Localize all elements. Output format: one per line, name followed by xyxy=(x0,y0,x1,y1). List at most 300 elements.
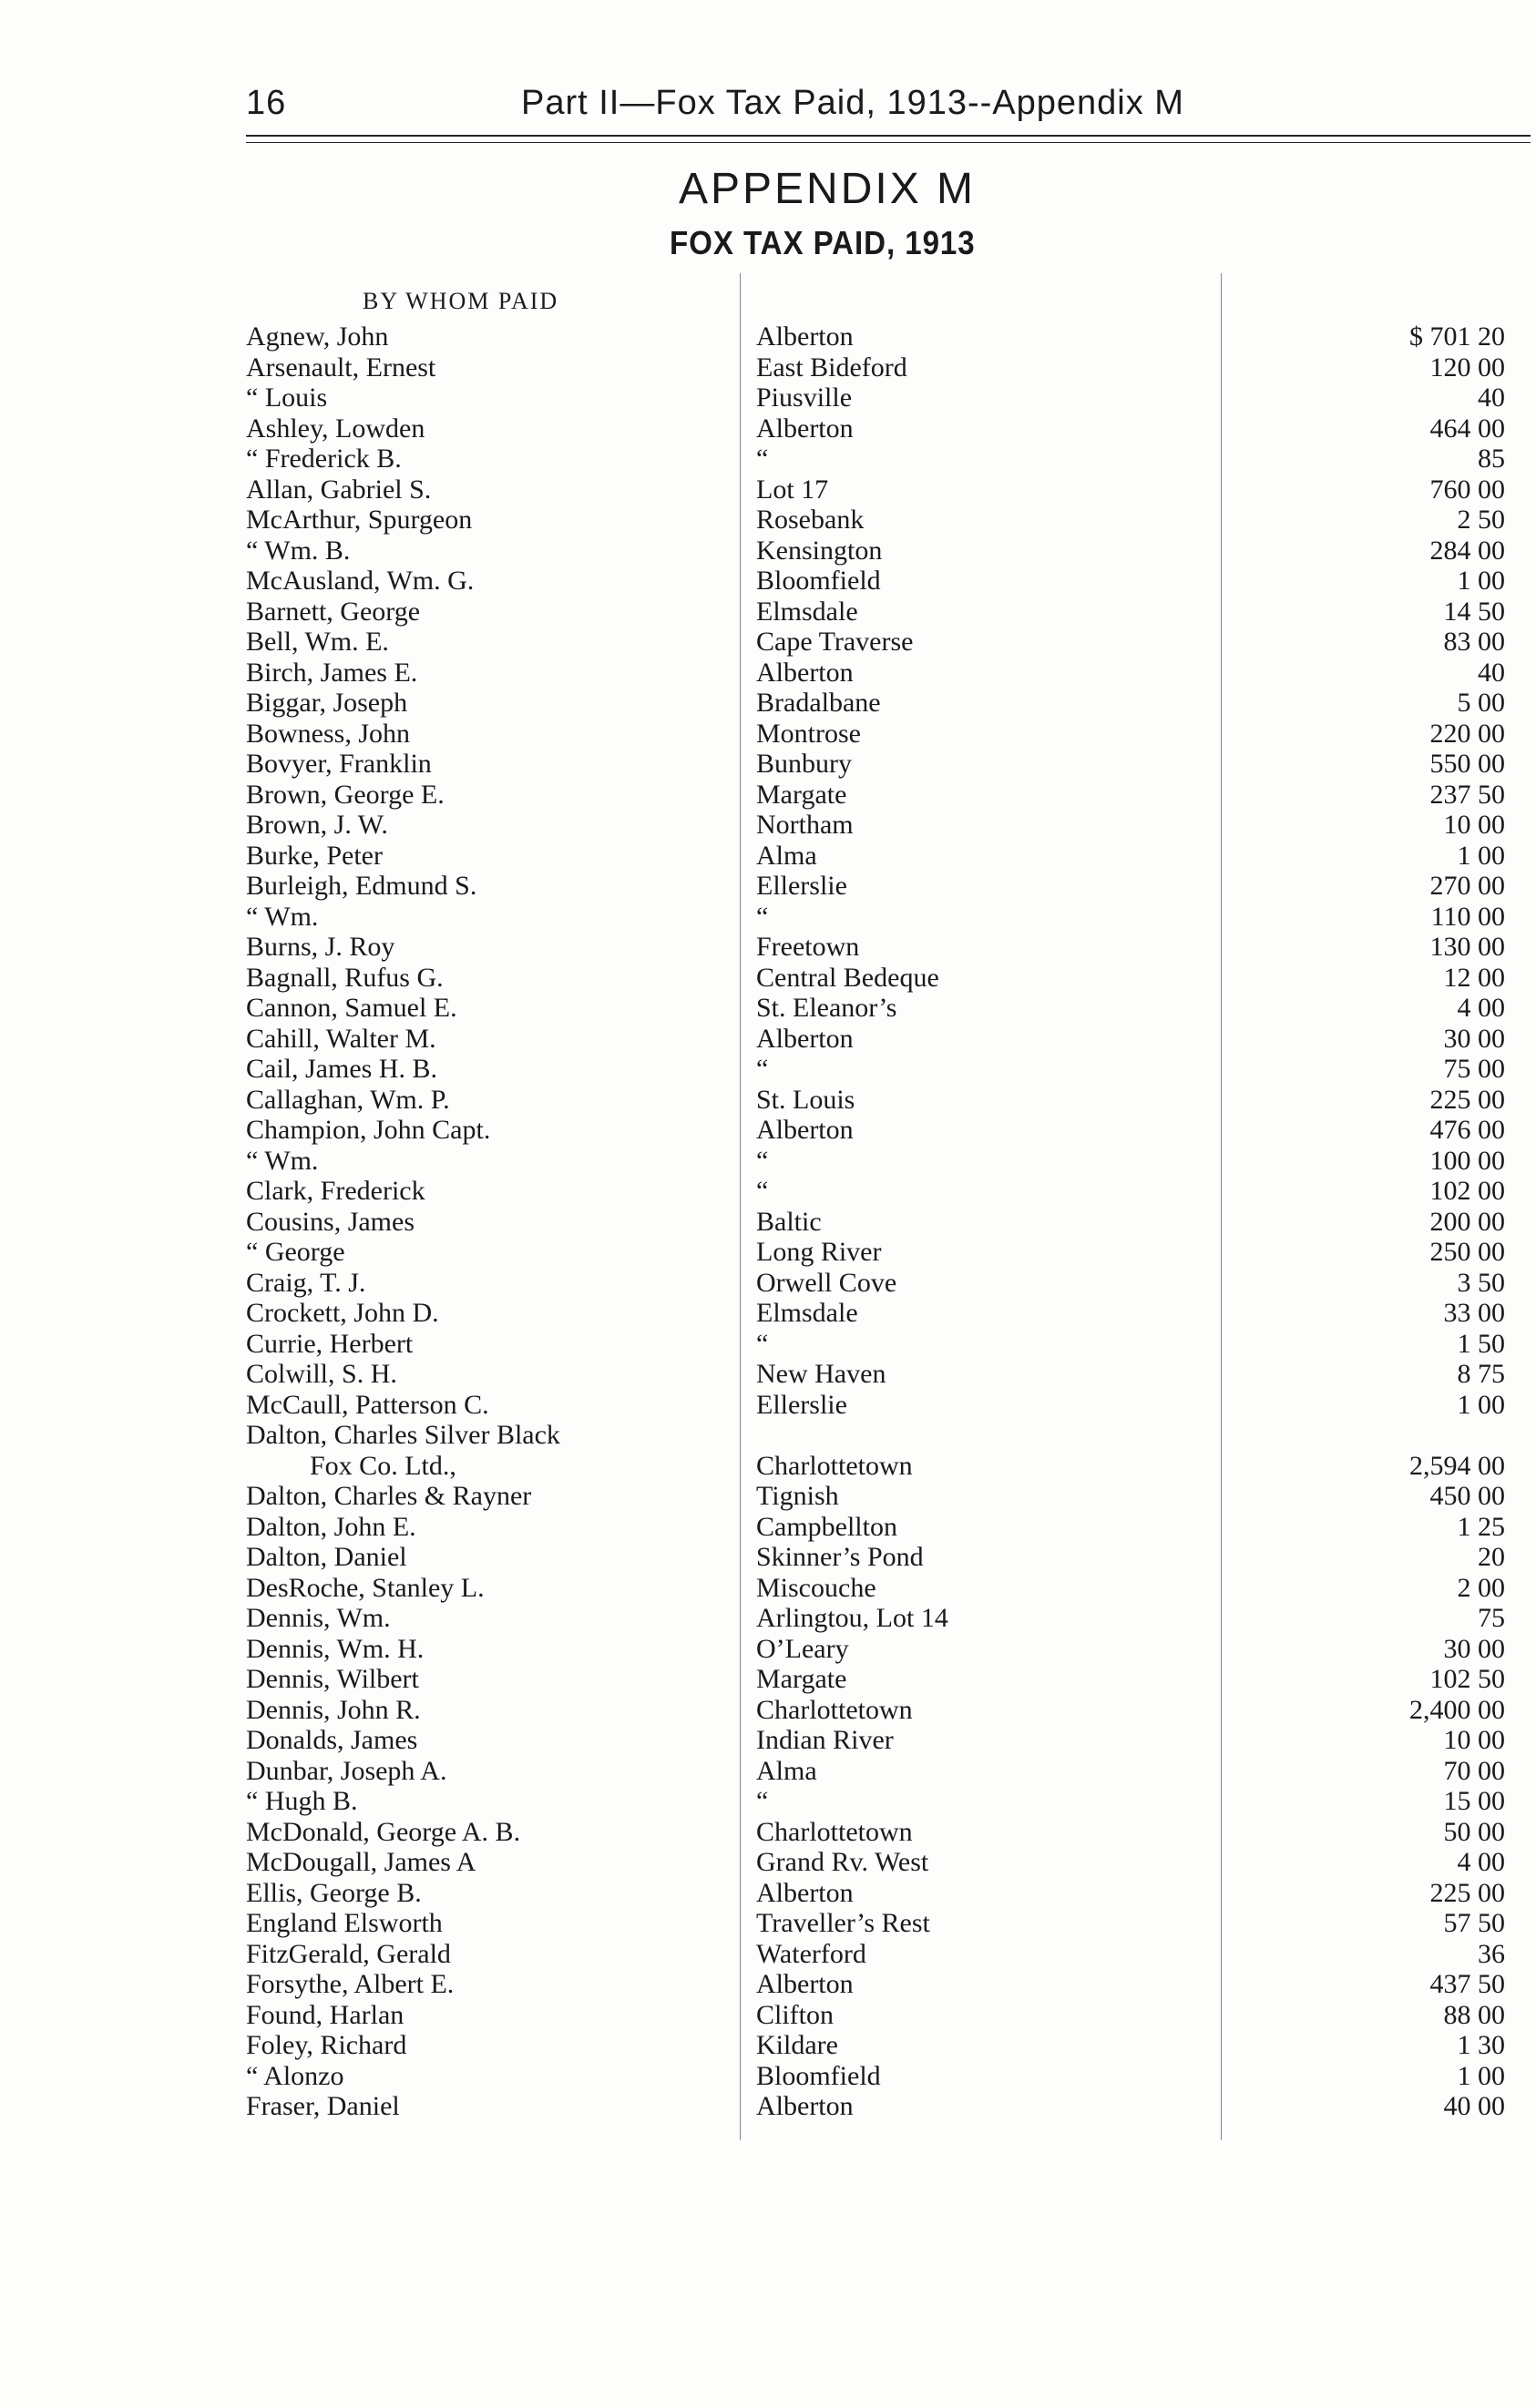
payer-name-text: Currie, Herbert xyxy=(246,1328,414,1359)
payer-location: Charlottetown xyxy=(756,1694,913,1725)
payer-name xyxy=(246,719,720,750)
payer-name-text: Brown, J. W. xyxy=(246,810,388,840)
payer-name-text: Bovyer, Franklin xyxy=(246,749,432,779)
payer-location: Miscouche xyxy=(756,1572,876,1603)
tax-amount: 57 50 xyxy=(1443,1908,1505,1938)
list-item xyxy=(0,1939,1536,1970)
payer-location: Elmsdale xyxy=(756,1298,858,1328)
list-item xyxy=(0,505,1536,536)
payer-name-continuation: Fox Co. Ltd., xyxy=(310,1450,456,1481)
payer-name-text: England Elsworth xyxy=(246,1908,443,1938)
payer-name-text: “ Hugh B. xyxy=(246,1786,358,1816)
payer-name-text: Cousins, James xyxy=(246,1206,415,1237)
list-item xyxy=(0,1420,1536,1481)
payer-name-text: McDougall, James A xyxy=(246,1847,476,1877)
list-item xyxy=(0,1908,1536,1939)
payer-name xyxy=(246,871,720,902)
payer-name xyxy=(246,505,720,536)
payer-name-text: Birch, James E. xyxy=(246,657,418,688)
tax-amount: 12 00 xyxy=(1443,962,1505,993)
payer-name-text: “ Wm. xyxy=(246,901,319,932)
payer-name-text: McCaull, Patterson C. xyxy=(246,1389,489,1420)
payer-name xyxy=(246,1420,701,1481)
tax-amount: 75 00 xyxy=(1443,1054,1505,1084)
list-item xyxy=(0,597,1536,628)
payer-name xyxy=(246,627,720,658)
payer-name-text: Donalds, James xyxy=(246,1725,418,1755)
tax-amount: 760 00 xyxy=(1429,474,1505,505)
payer-name xyxy=(246,1603,720,1634)
payer-name-text: “ Wm. xyxy=(246,1145,319,1176)
tax-amount: 270 00 xyxy=(1429,871,1505,901)
payer-name xyxy=(246,1237,720,1268)
list-item xyxy=(0,1725,1536,1756)
tax-amount: 33 00 xyxy=(1443,1298,1505,1328)
payer-location: “ xyxy=(756,444,769,474)
payer-location: Alberton xyxy=(756,1023,854,1054)
payer-name-text: Fraser, Daniel xyxy=(246,2091,400,2121)
list-item xyxy=(0,2000,1536,2031)
tax-amount: 284 00 xyxy=(1429,535,1505,566)
payer-location: Long River xyxy=(756,1237,882,1267)
list-item xyxy=(0,1695,1536,1726)
payer-location: Ellerslie xyxy=(756,1389,847,1420)
list-item xyxy=(0,871,1536,902)
tax-amount: 83 00 xyxy=(1443,627,1505,657)
tax-amount: 30 00 xyxy=(1443,1633,1505,1664)
payer-location: Piusville xyxy=(756,383,853,413)
payer-name-text: McAusland, Wm. G. xyxy=(246,566,475,596)
payer-name-text: Dunbar, Joseph A. xyxy=(246,1755,447,1786)
payer-name-text: Crockett, John D. xyxy=(246,1298,439,1328)
payer-name-text: “ Frederick B. xyxy=(246,444,402,474)
payer-location: Margate xyxy=(756,779,847,810)
payer-name xyxy=(246,1878,720,1909)
payer-name xyxy=(246,1024,720,1055)
payer-name xyxy=(246,1817,720,1848)
payer-name-text: Burke, Peter xyxy=(246,840,383,871)
list-item xyxy=(0,1176,1536,1207)
payer-location: Alberton xyxy=(756,1877,854,1908)
payer-name-text: Arsenault, Ernest xyxy=(246,352,436,383)
list-item xyxy=(0,1969,1536,2000)
payer-location: Cape Traverse xyxy=(756,627,914,657)
tax-amount: 464 00 xyxy=(1429,413,1505,444)
payer-name xyxy=(246,536,720,566)
list-item xyxy=(0,993,1536,1024)
payer-location: Clifton xyxy=(756,1999,835,2030)
list-item xyxy=(0,2091,1536,2122)
tax-amount: 476 00 xyxy=(1429,1115,1505,1145)
tax-amount: 102 50 xyxy=(1429,1664,1505,1694)
tax-amount: 100 00 xyxy=(1429,1145,1505,1176)
payer-location: Elmsdale xyxy=(756,596,858,627)
tax-amount: $ 701 20 xyxy=(1409,321,1505,352)
payer-name xyxy=(246,1298,720,1329)
tax-amount: 102 00 xyxy=(1429,1176,1505,1206)
tax-amount: 110 00 xyxy=(1430,901,1505,932)
payer-name xyxy=(246,2000,720,2031)
payer-location: Alberton xyxy=(756,321,854,352)
payer-name-text: Burleigh, Edmund S. xyxy=(246,871,477,901)
tax-amount: 85 xyxy=(1478,444,1505,474)
tax-amount: 5 00 xyxy=(1457,688,1505,718)
payer-location: Lot 17 xyxy=(756,474,829,505)
tax-amount: 40 00 xyxy=(1443,2091,1505,2121)
payer-name xyxy=(246,2030,720,2061)
page-title: FOX TAX PAID, 1913 xyxy=(670,224,976,261)
page-number: 16 xyxy=(246,84,287,122)
payer-location: Montrose xyxy=(756,718,861,749)
list-item xyxy=(0,932,1536,963)
list-item xyxy=(0,413,1536,444)
payer-name-text: Bowness, John xyxy=(246,718,411,749)
payer-location: Bloomfield xyxy=(756,2060,881,2091)
payer-location: Bloomfield xyxy=(756,566,881,596)
payer-name-text: Found, Harlan xyxy=(246,1999,404,2030)
list-item xyxy=(0,444,1536,474)
tax-amount: 40 xyxy=(1478,383,1505,413)
list-item xyxy=(0,841,1536,872)
payer-name-text: Bagnall, Rufus G. xyxy=(246,962,444,993)
payer-name xyxy=(246,413,720,444)
payer-name-text: Dennis, Wm. H. xyxy=(246,1633,425,1664)
list-item xyxy=(0,1756,1536,1787)
payer-name xyxy=(246,1481,720,1512)
payer-location: Charlottetown xyxy=(756,1816,913,1847)
payer-name xyxy=(246,1054,720,1085)
list-item xyxy=(0,1237,1536,1268)
list-item xyxy=(0,321,1536,352)
payer-name-text: McDonald, George A. B. xyxy=(246,1816,521,1847)
list-item xyxy=(0,749,1536,780)
payer-location: “ xyxy=(756,1328,769,1359)
tax-amount: 50 00 xyxy=(1443,1816,1505,1847)
payer-location: Northam xyxy=(756,810,854,840)
payer-location: Alberton xyxy=(756,1115,854,1145)
payer-location: Kensington xyxy=(756,535,883,566)
payer-name xyxy=(246,1207,720,1238)
tax-amount: 120 00 xyxy=(1429,352,1505,383)
payer-location: Central Bedeque xyxy=(756,962,939,993)
tax-amount: 1 00 xyxy=(1457,2060,1505,2091)
list-item xyxy=(0,1573,1536,1604)
payer-location: “ xyxy=(756,901,769,932)
payer-name xyxy=(246,1756,720,1787)
tax-amount: 1 00 xyxy=(1457,566,1505,596)
list-item xyxy=(0,1481,1536,1512)
tax-amount: 220 00 xyxy=(1429,718,1505,749)
tax-amount: 130 00 xyxy=(1429,932,1505,962)
payer-name xyxy=(246,1542,720,1573)
payer-name xyxy=(246,780,720,811)
tax-amount: 2,594 00 xyxy=(1409,1450,1505,1481)
tax-amount: 10 00 xyxy=(1443,1725,1505,1755)
list-item xyxy=(0,780,1536,811)
list-item xyxy=(0,474,1536,505)
payer-name xyxy=(246,1115,720,1146)
tax-amount: 2,400 00 xyxy=(1409,1694,1505,1725)
payer-location: Skinner’s Pond xyxy=(756,1542,924,1572)
payer-name xyxy=(246,1176,720,1207)
payer-location: “ xyxy=(756,1176,769,1206)
payer-name xyxy=(246,321,720,352)
payer-location: “ xyxy=(756,1786,769,1816)
tax-amount: 20 xyxy=(1478,1542,1505,1572)
payer-name-text: Agnew, John xyxy=(246,321,389,352)
list-item xyxy=(0,1634,1536,1665)
payer-name xyxy=(246,597,720,628)
payer-name-text: “ Louis xyxy=(246,383,328,413)
tax-amount: 4 00 xyxy=(1457,993,1505,1023)
list-item xyxy=(0,2030,1536,2061)
list-item xyxy=(0,1359,1536,1390)
list-item xyxy=(0,1298,1536,1329)
list-item xyxy=(0,1542,1536,1573)
payer-name xyxy=(246,566,720,597)
payer-name xyxy=(246,932,720,963)
payer-location: Charlottetown xyxy=(756,1450,913,1481)
payer-location: St. Louis xyxy=(756,1084,855,1115)
payer-name-text: Cail, James H. B. xyxy=(246,1054,437,1084)
list-item xyxy=(0,1085,1536,1116)
list-item xyxy=(0,658,1536,689)
payer-name xyxy=(246,2091,720,2122)
payer-name-text: Bell, Wm. E. xyxy=(246,627,389,657)
payer-location: O’Leary xyxy=(756,1633,849,1664)
list-item xyxy=(0,536,1536,566)
list-item xyxy=(0,1115,1536,1146)
list-item xyxy=(0,1146,1536,1177)
list-item xyxy=(0,688,1536,719)
payer-location: Tignish xyxy=(756,1481,839,1511)
payer-name-text: Dennis, Wm. xyxy=(246,1603,391,1633)
tax-amount: 36 xyxy=(1478,1938,1505,1969)
payer-name-text: Burns, J. Roy xyxy=(246,932,395,962)
payer-location: Bradalbane xyxy=(756,688,881,718)
payer-name xyxy=(246,2061,720,2092)
payer-name xyxy=(246,1786,720,1817)
payer-name xyxy=(246,1085,720,1116)
list-item xyxy=(0,1268,1536,1299)
payer-name xyxy=(246,474,720,505)
payer-name-text: Dennis, Wilbert xyxy=(246,1664,419,1694)
payer-name-text: “ Alonzo xyxy=(246,2060,344,2091)
list-item xyxy=(0,1664,1536,1695)
tax-amount: 1 00 xyxy=(1457,840,1505,871)
tax-amount: 225 00 xyxy=(1429,1877,1505,1908)
list-item xyxy=(0,719,1536,750)
list-item xyxy=(0,1390,1536,1421)
tax-list xyxy=(0,321,1536,2122)
payer-location: Bunbury xyxy=(756,749,852,779)
tax-amount: 40 xyxy=(1478,657,1505,688)
payer-location: Waterford xyxy=(756,1938,866,1969)
payer-name xyxy=(246,1359,720,1390)
payer-name xyxy=(246,1908,720,1939)
payer-name-text: Dennis, John R. xyxy=(246,1694,421,1725)
tax-amount: 200 00 xyxy=(1429,1206,1505,1237)
payer-location: Arlingtou, Lot 14 xyxy=(756,1603,948,1633)
tax-amount: 3 50 xyxy=(1457,1267,1505,1298)
payer-location: Indian River xyxy=(756,1725,894,1755)
tax-amount: 14 50 xyxy=(1443,596,1505,627)
payer-name xyxy=(246,1939,720,1970)
payer-name xyxy=(246,1664,720,1695)
payer-location: Margate xyxy=(756,1664,847,1694)
payer-name-text: Cannon, Samuel E. xyxy=(246,993,457,1023)
tax-amount: 88 00 xyxy=(1443,1999,1505,2030)
payer-name-text: Dalton, Charles Silver Black xyxy=(246,1420,560,1450)
payer-location: St. Eleanor’s xyxy=(756,993,897,1023)
tax-amount: 2 00 xyxy=(1457,1572,1505,1603)
tax-amount: 15 00 xyxy=(1443,1786,1505,1816)
payer-name-text: Callaghan, Wm. P. xyxy=(246,1084,450,1115)
list-item xyxy=(0,1817,1536,1848)
list-item xyxy=(0,1603,1536,1634)
payer-location: Baltic xyxy=(756,1206,822,1237)
tax-amount: 1 30 xyxy=(1457,2030,1505,2060)
payer-name-text: Ashley, Lowden xyxy=(246,413,425,444)
header-rule xyxy=(246,135,1531,137)
tax-amount: 550 00 xyxy=(1429,749,1505,779)
payer-location: Alberton xyxy=(756,413,854,444)
list-item xyxy=(0,1207,1536,1238)
payer-name xyxy=(246,1390,720,1421)
list-item xyxy=(0,1329,1536,1360)
payer-name xyxy=(246,1695,720,1726)
payer-name-text: Champion, John Capt. xyxy=(246,1115,491,1145)
tax-amount: 8 75 xyxy=(1457,1359,1505,1389)
column-header-payer: BY WHOM PAID xyxy=(363,288,559,314)
tax-amount: 1 00 xyxy=(1457,1389,1505,1420)
payer-name xyxy=(246,841,720,872)
payer-location: East Bideford xyxy=(756,352,907,383)
tax-amount: 4 00 xyxy=(1457,1847,1505,1877)
tax-amount: 1 50 xyxy=(1457,1328,1505,1359)
payer-location: Alberton xyxy=(756,1969,854,1999)
payer-name-text: Forsythe, Albert E. xyxy=(246,1969,455,1999)
tax-amount: 1 25 xyxy=(1457,1511,1505,1542)
payer-name-text: Ellis, George B. xyxy=(246,1877,422,1908)
payer-name xyxy=(246,1512,720,1543)
payer-name xyxy=(246,810,720,841)
payer-location: Campbellton xyxy=(756,1511,897,1542)
payer-name-text: “ Wm. B. xyxy=(246,535,351,566)
tax-amount: 225 00 xyxy=(1429,1084,1505,1115)
list-item xyxy=(0,1878,1536,1909)
payer-name-text: “ George xyxy=(246,1237,345,1267)
list-item xyxy=(0,810,1536,841)
list-item xyxy=(0,1512,1536,1543)
tax-amount: 437 50 xyxy=(1429,1969,1505,1999)
tax-amount: 250 00 xyxy=(1429,1237,1505,1267)
list-item xyxy=(0,627,1536,658)
payer-location: Alberton xyxy=(756,657,854,688)
payer-location: Freetown xyxy=(756,932,860,962)
tax-amount: 237 50 xyxy=(1429,779,1505,810)
payer-location: Kildare xyxy=(756,2030,838,2060)
payer-location: Alberton xyxy=(756,2091,854,2121)
payer-name-text: Allan, Gabriel S. xyxy=(246,474,432,505)
payer-name xyxy=(246,1573,720,1604)
payer-name xyxy=(246,1268,720,1299)
payer-location: Traveller’s Rest xyxy=(756,1908,930,1938)
list-item xyxy=(0,1054,1536,1085)
payer-location: Ellerslie xyxy=(756,871,847,901)
tax-amount: 30 00 xyxy=(1443,1023,1505,1054)
payer-name xyxy=(246,993,720,1024)
tax-amount: 10 00 xyxy=(1443,810,1505,840)
payer-name-text: Craig, T. J. xyxy=(246,1267,366,1298)
list-item xyxy=(0,1786,1536,1817)
payer-name-text: Brown, George E. xyxy=(246,779,445,810)
tax-amount: 2 50 xyxy=(1457,505,1505,535)
payer-name-text: FitzGerald, Gerald xyxy=(246,1938,451,1969)
payer-name xyxy=(246,963,720,994)
tax-amount: 70 00 xyxy=(1443,1755,1505,1786)
payer-name-text: DesRoche, Stanley L. xyxy=(246,1572,485,1603)
payer-location: “ xyxy=(756,1145,769,1176)
list-item xyxy=(0,1024,1536,1055)
payer-name xyxy=(246,658,720,689)
payer-name-text: Dalton, Charles & Rayner xyxy=(246,1481,532,1511)
list-item xyxy=(0,383,1536,413)
payer-name xyxy=(246,1634,720,1665)
payer-name xyxy=(246,352,720,383)
list-item xyxy=(0,1847,1536,1878)
appendix-label: APPENDIX M xyxy=(678,165,977,213)
running-title: Part II—Fox Tax Paid, 1913--Appendix M xyxy=(521,84,1184,122)
list-item xyxy=(0,902,1536,933)
payer-name-text: Dalton, John E. xyxy=(246,1511,416,1542)
payer-name-text: Biggar, Joseph xyxy=(246,688,408,718)
list-item xyxy=(0,566,1536,597)
header-rule-thin xyxy=(246,142,1531,143)
list-item xyxy=(0,963,1536,994)
payer-name xyxy=(246,1969,720,2000)
list-item xyxy=(0,2061,1536,2092)
payer-name xyxy=(246,383,720,413)
payer-name-text: Dalton, Daniel xyxy=(246,1542,407,1572)
payer-location: “ xyxy=(756,1054,769,1084)
payer-name xyxy=(246,1329,720,1360)
payer-location: Orwell Cove xyxy=(756,1267,897,1298)
payer-location: Grand Rv. West xyxy=(756,1847,929,1877)
payer-name xyxy=(246,1725,720,1756)
payer-name xyxy=(246,902,720,933)
payer-name xyxy=(246,1847,720,1878)
tax-amount: 450 00 xyxy=(1429,1481,1505,1511)
list-item xyxy=(0,352,1536,383)
running-head xyxy=(246,84,1521,129)
payer-name-text: Cahill, Walter M. xyxy=(246,1023,436,1054)
payer-name xyxy=(246,444,720,474)
payer-location: Alma xyxy=(756,1755,817,1786)
payer-name xyxy=(246,749,720,780)
payer-name-text: Barnett, George xyxy=(246,596,421,627)
payer-name-text: McArthur, Spurgeon xyxy=(246,505,473,535)
payer-location: New Haven xyxy=(756,1359,886,1389)
payer-name-text: Foley, Richard xyxy=(246,2030,407,2060)
payer-name xyxy=(246,1146,720,1177)
tax-amount: 75 xyxy=(1478,1603,1505,1633)
payer-name-text: Clark, Frederick xyxy=(246,1176,425,1206)
payer-name-text: Colwill, S. H. xyxy=(246,1359,397,1389)
payer-name xyxy=(246,688,720,719)
payer-location: Alma xyxy=(756,840,817,871)
payer-location: Rosebank xyxy=(756,505,865,535)
